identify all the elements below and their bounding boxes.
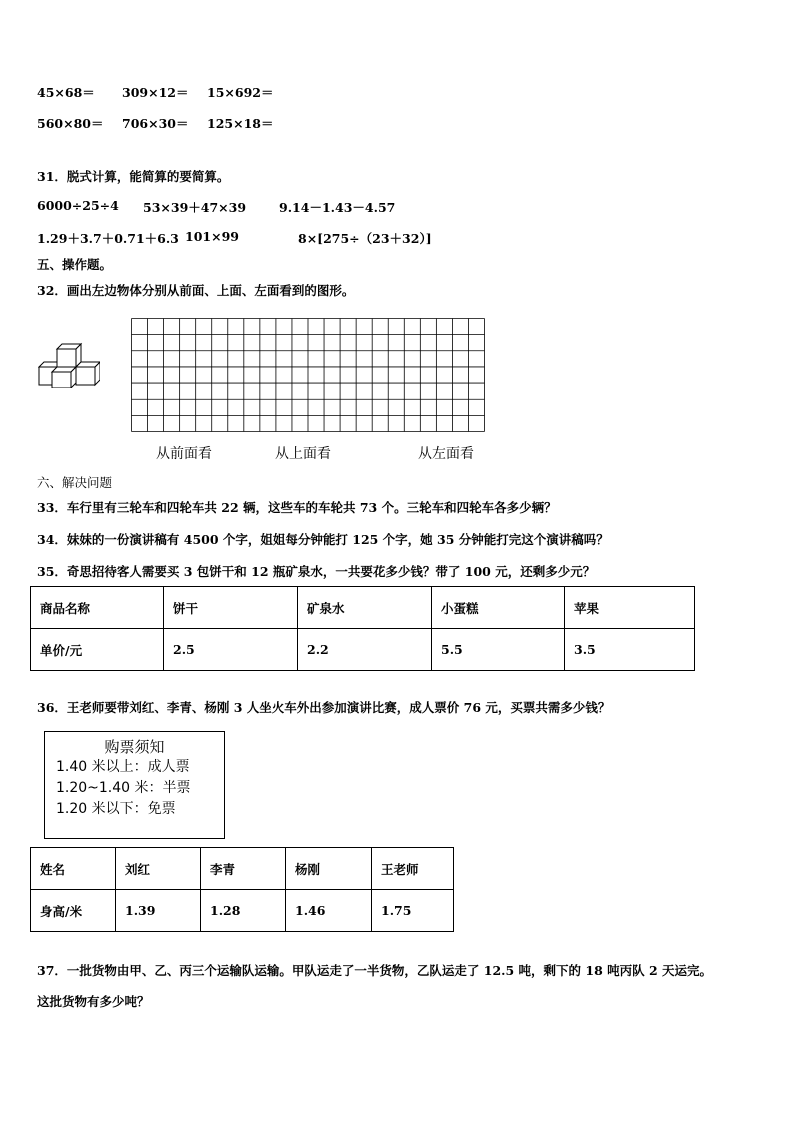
section-heading: 五、操作题。: [37, 257, 113, 272]
calc-item: 8×[275÷（23＋32）]: [298, 231, 432, 246]
question-33: 33．车行里有三轮车和四轮车共 22 辆，这些车的车轮共 73 个。三轮车和四轮车各多少辆？: [37, 500, 557, 515]
calc-item: 1.29＋3.7＋0.71＋6.3: [37, 231, 179, 246]
table-cell: 1.75: [372, 890, 454, 932]
table-cell: 5.5: [432, 629, 565, 671]
question-35-title: 35．奇思招待客人需要买 3 包饼干和 12 瓶矿泉水，一共要花多少钱？带了 100 元，还剩多少元？: [37, 564, 596, 579]
price-table: [30, 586, 695, 671]
table-cell: 2.2: [298, 629, 432, 671]
table-cell: 商品名称: [31, 587, 164, 629]
drawing-grid: [131, 318, 485, 432]
question-32-title: 32．画出左边物体分别从前面、上面、左面看到的图形。: [37, 283, 355, 298]
calc-item: 45×68＝: [37, 85, 95, 100]
table-cell: 身高/米: [31, 890, 116, 932]
table-cell: 3.5: [565, 629, 695, 671]
table-cell: 2.5: [164, 629, 298, 671]
question-36-title: 36．王老师要带刘红、李青、杨刚 3 人坐火车外出参加演讲比赛，成人票价 76 元，买票共需多少钱？: [37, 700, 611, 715]
table-cell: 姓名: [31, 848, 116, 890]
table-cell: 1.28: [201, 890, 286, 932]
table-cell: 1.46: [286, 890, 372, 932]
table-cell: 苹果: [565, 587, 695, 629]
calc-item: 560×80＝: [37, 116, 104, 131]
question-34: 34．妹妹的一份演讲稿有 4500 个字，姐姐每分钟能打 125 个字，她 35 分钟能打完这个演讲稿吗？: [37, 532, 609, 547]
calc-item: 309×12＝: [122, 85, 189, 100]
table-row: [31, 848, 454, 890]
cube-stack-figure: [38, 342, 100, 388]
question-37-line2: 这批货物有多少吨？: [37, 994, 150, 1009]
table-row: [31, 587, 695, 629]
question-31-title: 31．脱式计算，能简算的要简算。: [37, 169, 230, 184]
notice-rule: 1.40 米以上：成人票: [56, 759, 190, 775]
table-cell: 单价/元: [31, 629, 164, 671]
notice-rule: 1.20 米以下：免票: [56, 801, 176, 817]
calc-item: 706×30＝: [122, 116, 189, 131]
calc-item: 125×18＝: [207, 116, 274, 131]
table-cell: 刘红: [116, 848, 201, 890]
section-heading: 六、解决问题: [37, 475, 113, 490]
left-view-label: 从左面看: [418, 446, 474, 462]
table-row: [31, 629, 695, 671]
calc-item: 101×99: [185, 229, 239, 244]
table-cell: 杨刚: [286, 848, 372, 890]
notice-rule: 1.20~1.40 米：半票: [56, 780, 191, 796]
table-cell: 小蛋糕: [432, 587, 565, 629]
table-cell: 矿泉水: [298, 587, 432, 629]
calc-item: 9.14－1.43－4.57: [279, 200, 396, 215]
ticket-notice-box: [44, 731, 225, 839]
calc-item: 15×692＝: [207, 85, 274, 100]
calc-item: 6000÷25÷4: [37, 198, 119, 213]
height-table: [30, 847, 454, 932]
calc-item: 53×39＋47×39: [143, 200, 247, 215]
question-37-line1: 37．一批货物由甲、乙、丙三个运输队运输。甲队运走了一半货物，乙队运走了 12.5 吨，剩下的 18 吨丙队 2 天运完。: [37, 963, 713, 978]
table-cell: 饼干: [164, 587, 298, 629]
table-cell: 李青: [201, 848, 286, 890]
top-view-label: 从上面看: [275, 446, 331, 462]
front-view-label: 从前面看: [156, 446, 212, 462]
table-cell: 王老师: [372, 848, 454, 890]
table-cell: 1.39: [116, 890, 201, 932]
notice-title: 购票须知: [104, 738, 165, 756]
table-row: [31, 890, 454, 932]
